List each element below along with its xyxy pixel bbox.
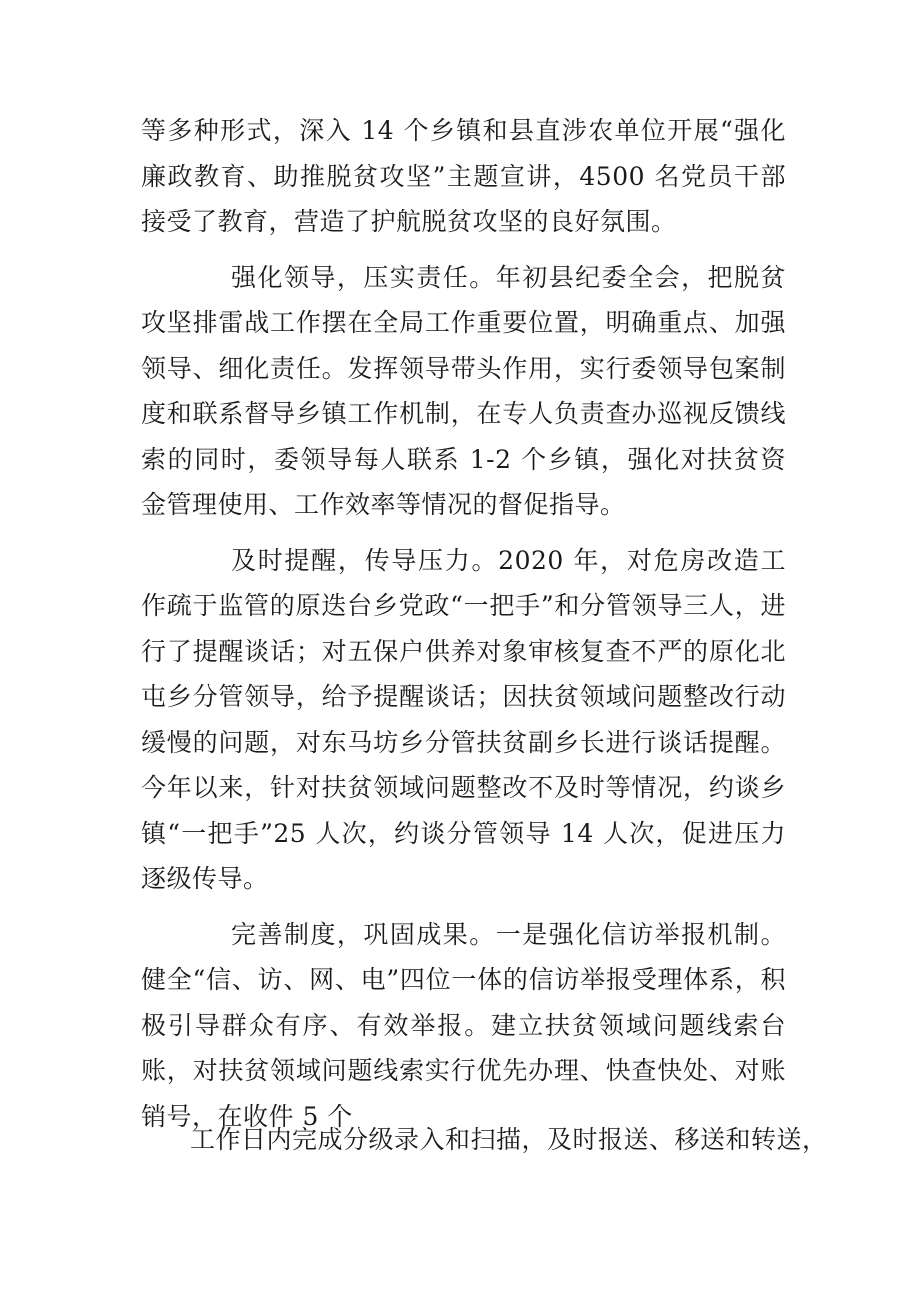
document-body	[141, 108, 786, 1149]
paragraph-2: 强化领导，压实责任。年初县纪委全会，把脱贫攻坚排雷战工作摆在全局工作重要位置，明确重点、加强领导、细化责任。发挥领导带头作用，实行委领导包案制度和联系督导乡镇工作机制，在专人负责查办巡视反馈线索的同时，委领导每人联系 1-2 个乡镇，强化对扶贫资金管理使用、工作效率等情况的督促指导。	[141, 262, 786, 519]
paragraph-4: 完善制度，巩固成果。一是强化信访举报机制。健全“信、访、网、电”四位一体的信访举报受理体系，积极引导群众有序、有效举报。建立扶贫领域问题线索台账，对扶贫领域问题线索实行优先办理、快查快处、对账销号，在收件 5 个	[141, 919, 786, 1131]
paragraph-1: 等多种形式，深入 14 个乡镇和县直涉农单位开展“强化廉政教育、助推脱贫攻坚”主题宣讲，4500 名党员干部接受了教育，营造了护航脱贫攻坚的良好氛围。	[141, 116, 786, 236]
paragraph-continuation: 工作日内完成分级录入和扫描，及时报送、移送和转送，	[190, 1125, 828, 1154]
paragraph-3: 及时提醒，传导压力。2020 年，对危房改造工作疏于监管的原迭台乡党政“一把手”和分管领导三人，进行了提醒谈话；对五保户供养对象审核复查不严的原化北屯乡分管领导，给予提醒谈话；因扶贫领域问题整改行动缓慢的问题，对东马坊乡分管扶贫副乡长进行谈话提醒。今年以来，针对扶贫领域问题整改不及时等情况，约谈乡镇“一把手”25 人次，约谈分管领导 14 人次，促进压力逐级传导。	[141, 545, 786, 893]
